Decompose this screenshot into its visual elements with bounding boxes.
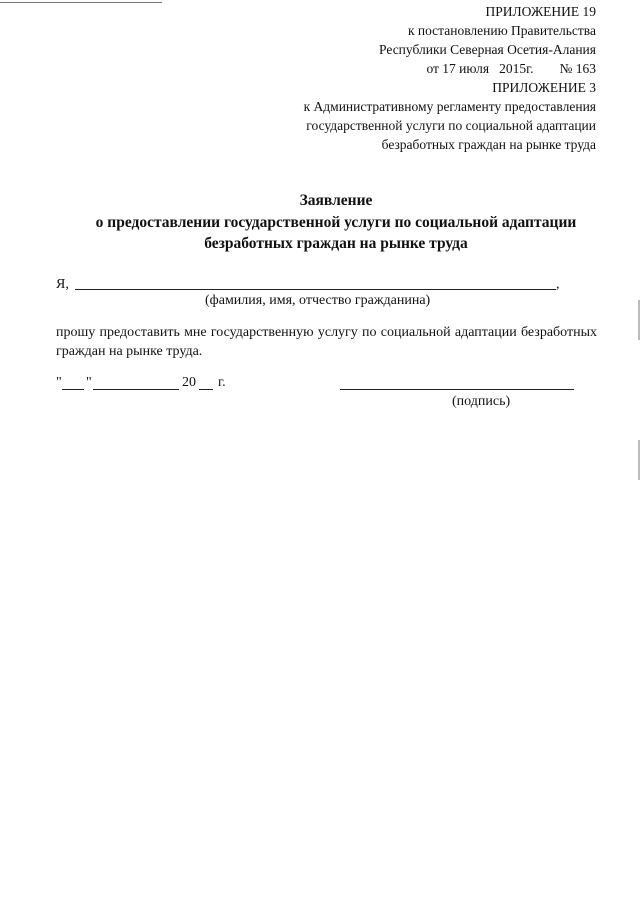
applicant-prefix: Я,: [56, 277, 69, 292]
title-line-3: безработных граждан на рынке труда: [204, 235, 468, 252]
title-line-1: Заявление: [299, 192, 373, 209]
scan-top-rule: [0, 2, 162, 3]
appendix-main-label: ПРИЛОЖЕНИЕ 19: [485, 4, 596, 19]
request-paragraph: прошу предоставить мне государственную услугу по социальной адаптации безработных граждан на рынке труда.: [56, 325, 597, 359]
date-month-field[interactable]: [93, 389, 179, 390]
regulation-line-3: безработных граждан на рынке труда: [381, 137, 596, 152]
date-year-prefix: 20: [182, 375, 196, 390]
date-open-quote: ": [56, 375, 62, 390]
document-title: [40, 190, 632, 255]
date-year-suffix: г.: [218, 375, 226, 390]
applicant-suffix: ,: [556, 277, 560, 292]
resolution-line-2: Республики Северная Осетия-Алания: [379, 42, 596, 57]
resolution-line-1: к постановлению Правительства: [407, 23, 596, 38]
signature-field[interactable]: [340, 389, 574, 390]
date-day-field[interactable]: [62, 389, 84, 390]
applicant-caption: (фамилия, имя, отчество гражданина): [205, 293, 431, 308]
regulation-line-1: к Административному регламенту предоставления: [303, 99, 596, 114]
resolution-date-line: [304, 59, 596, 78]
date-year-field[interactable]: [199, 389, 213, 390]
regulation-line-2: государственной услуги по социальной адаптации: [306, 118, 596, 133]
resolution-number: № 163: [559, 61, 596, 76]
date-close-quote: ": [86, 375, 92, 390]
appendix-header: [304, 2, 596, 154]
resolution-year: 2015г.: [499, 61, 534, 76]
applicant-name-field[interactable]: [75, 289, 556, 290]
appendix-sub-label: ПРИЛОЖЕНИЕ 3: [492, 80, 596, 95]
title-line-2: о предоставлении государственной услуги по социальной адаптации: [95, 213, 577, 231]
resolution-date: от 17 июля: [426, 61, 490, 76]
signature-caption: (подпись): [452, 394, 511, 409]
